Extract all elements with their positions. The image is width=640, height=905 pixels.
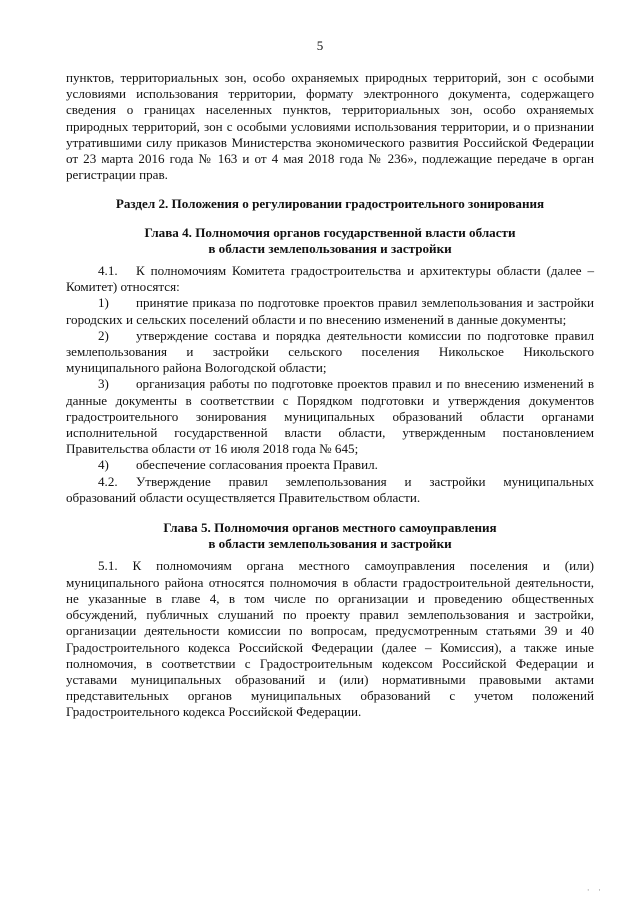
list-item-4: [66, 457, 594, 473]
intro-paragraph: пунктов, территориальных зон, особо охраняемых природных территорий, зон с особыми условиями использования территории, формату электронного документа, содержащего сведения о границах населенных пунктов, территориальных зон, особо охраняемых природных территорий, зон с особыми условиями использования территории, и о признании утратившими силу приказов Министерства экономического развития Российской Федерации от 23 марта 2016 года № 163 и от 4 мая 2018 года № 236», подлежащие передаче в орган регистрации прав.: [66, 70, 594, 183]
clause-4-1: [66, 263, 594, 295]
clause-4-2-number: 4.2.: [98, 473, 118, 489]
list-item-number: 3): [98, 376, 109, 392]
clause-4-1-text: К полномочиям Комитета градостроительства и архитектуры области (далее – Комитет) относятся:: [66, 263, 594, 295]
clause-4-2-text: Утверждение правил землепользования и застройки муниципальных образований области осуществляется Правительством области.: [66, 473, 594, 505]
document-body: [66, 70, 594, 721]
list-item-3: [66, 376, 594, 457]
chapter-5-title: [66, 520, 594, 552]
chapter-5-title-line2: в области землепользования и застройки: [208, 536, 452, 552]
list-item-number: 4): [98, 457, 109, 473]
chapter-4-title-line2: в области землепользования и застройки: [208, 240, 452, 256]
list-item-text: утверждение состава и порядка деятельности комиссии по подготовке правил землепользования и застройки сельского поселения Никольское Никольского муниципального района Вологодской области;: [66, 327, 594, 376]
list-item-1: [66, 295, 594, 327]
scan-mark: · ·: [586, 885, 604, 895]
list-item-number: 2): [98, 327, 109, 343]
list-item-2: [66, 328, 594, 377]
clause-4-1-number: 4.1.: [98, 263, 118, 279]
clause-5-1: 5.1. К полномочиям органа местного самоуправления поселения и (или) муниципального района относятся полномочия в области градостроительной деятельности, не указанные в главе 4, в том числе по организации и проведению общественных обсуждений, публичных слушаний по проекту правил землепользования и застройки, организации деятельности комиссии по вопросам, предусмотренным статьями 39 и 40 Градостроительного кодекса Российской Федерации (далее – Комиссия), а также иные полномочия, в соответствии с Градостроительным кодексом Российской Федерации и уставами муниципальных образований и (или) нормативными правовыми актами представительных органов муниципальных образований с учетом положений Градостроительного кодекса Российской Федерации.: [66, 558, 594, 720]
list-item-text: принятие приказа по подготовке проектов правил землепользования и застройки городских и сельских поселений области и по внесению изменений в данные документы;: [66, 295, 594, 327]
list-item-number: 1): [98, 295, 109, 311]
clause-4-2: [66, 474, 594, 506]
list-item-text: организация работы по подготовке проектов правил и по внесению изменений в данные документы в соответствии с Порядком подготовки и утверждения документов градостроительного зонирования муниципальных образований области органами исполнительной государственной власти области, утвержденным постановлением Правительства области от 16 июля 2018 года № 645;: [66, 376, 594, 457]
page-number: 5: [316, 38, 324, 53]
list-item-text: обеспечение согласования проекта Правил.: [136, 457, 378, 473]
chapter-4-title: [66, 225, 594, 257]
chapter-5-title-line1: Глава 5. Полномочия органов местного самоуправления: [163, 520, 497, 536]
section-title: Раздел 2. Положения о регулировании градостроительного зонирования: [115, 196, 545, 212]
chapter-4-title-line1: Глава 4. Полномочия органов государственной власти области: [144, 224, 516, 240]
